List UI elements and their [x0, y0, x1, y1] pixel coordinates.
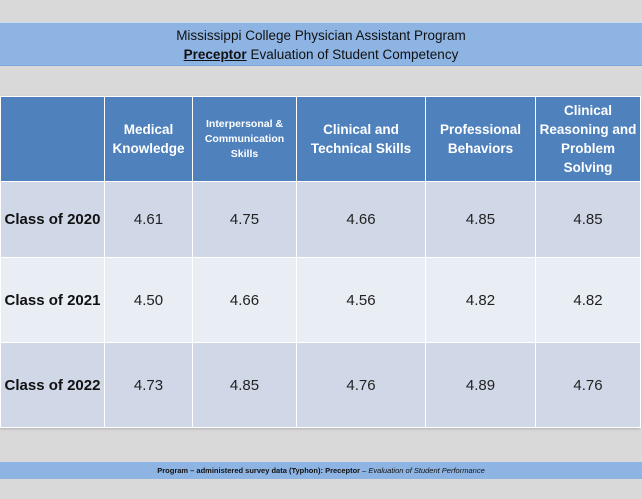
table-cell: 4.89: [426, 343, 536, 428]
footer-preceptor: Preceptor: [325, 466, 361, 475]
competency-table: [0, 96, 641, 428]
footer-source: Program – administered survey data (Typhon):: [157, 466, 326, 475]
footer-description: – Evaluation of Student Performance: [360, 466, 485, 475]
competency-table-container: [0, 96, 640, 426]
row-label: Class of 2021: [1, 258, 105, 343]
page-subtitle: [0, 45, 642, 64]
page-title: Mississippi College Physician Assistant Program: [176, 28, 466, 43]
table-cell: 4.82: [426, 258, 536, 343]
table-cell: 4.85: [536, 182, 641, 258]
subtitle-rest: Evaluation of Student Competency: [246, 47, 459, 62]
table-cell: 4.66: [297, 182, 426, 258]
table-cell: 4.56: [297, 258, 426, 343]
table-cell: 4.50: [105, 258, 193, 343]
column-header-medical-knowledge: Medical Knowledge: [105, 97, 193, 182]
row-label: Class of 2020: [1, 182, 105, 258]
table-cell: 4.85: [426, 182, 536, 258]
table-cell: 4.61: [105, 182, 193, 258]
title-banner: [0, 22, 642, 66]
table-cell: 4.76: [297, 343, 426, 428]
table-row: [1, 343, 641, 428]
column-header-professional: Professional Behaviors: [426, 97, 536, 182]
column-header-clinical-technical: Clinical and Technical Skills: [297, 97, 426, 182]
table-cell: 4.73: [105, 343, 193, 428]
table-row: [1, 182, 641, 258]
table-header-row: [1, 97, 641, 182]
table-cell: 4.66: [193, 258, 297, 343]
table-cell: 4.82: [536, 258, 641, 343]
column-header-interpersonal: Interpersonal & Communication Skills: [193, 97, 297, 182]
row-label: Class of 2022: [1, 343, 105, 428]
table-cell: 4.76: [536, 343, 641, 428]
column-header-clinical-reasoning: Clinical Reasoning and Problem Solving: [536, 97, 641, 182]
subtitle-emphasis: Preceptor: [183, 47, 247, 62]
column-header-empty: [1, 97, 105, 182]
table-cell: 4.75: [193, 182, 297, 258]
table-cell: 4.85: [193, 343, 297, 428]
table-row: [1, 258, 641, 343]
footer-source-note: [0, 462, 642, 479]
